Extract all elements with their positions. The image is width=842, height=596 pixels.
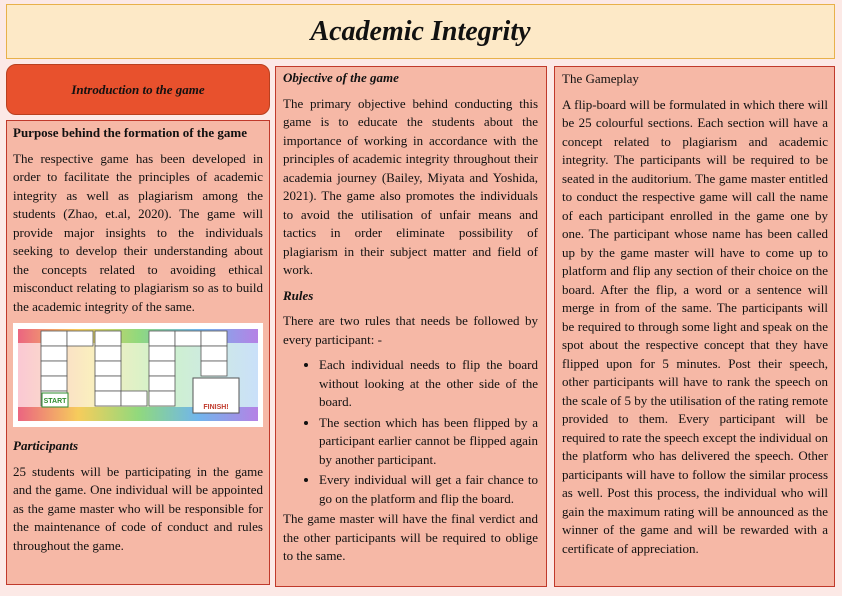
rule-item: • Each individual needs to flip the board without looking at the other side of the board. — [319, 356, 538, 412]
objective-heading: Objective of the game — [283, 70, 399, 85]
rules-heading: Rules — [283, 287, 314, 303]
board-finish-label: FINISH! — [203, 404, 229, 411]
gameplay-text: A flip-board will be formulated in which there will be 25 colourful sections. Each section will have a concept related to plagiarism and academic integrity. The participants will be required to be seated in the auditorium. The game master entitled to conduct the respective game will call the name of each participant enrolled in the game one by one. The participant whose name has been called up by the game master will have to come up to platform and flip any section of their choice on the board. After the flip, a word or a sentence will merge in from of the same. The participants will be required to through some light and speak on the spot about the respective concept that they have flipped upon for 5 minutes. Post their speech, other participants will have to rank the speech on the scale of 5 by the utilisation of the rating remote provided to them. Every participant will be required to rate the speech except the individual on the platform who has delivered the speech. Other participants will have to follow the similar process as well. Post this process, the individual who will gain the maximum rating will be announced as the winner of the game and will be rewarded with a certificate of appreciation. — [562, 96, 828, 556]
board-start-label: START — [43, 398, 67, 405]
game-board-graphic — [13, 323, 263, 427]
purpose-panel — [6, 120, 270, 585]
title-banner — [6, 4, 835, 59]
objective-text: The primary objective behind conducting this game is to educate the students about the importance of working in accordance with the principles of academic integrity throughout their academia journey (Bailey, Miyata and Yoshida, 2021). The game also promotes the individuals to avoid the utilisation of unfair means and tactics in order eliminate possibility of plagiarism in their subject matter and field of work. — [283, 95, 538, 277]
objective-panel — [275, 66, 547, 587]
participants-heading: Participants — [13, 438, 79, 453]
rule-item: • Every individual will get a fair chance to go on the platform and flip the board. — [319, 471, 538, 508]
gameplay-heading: The Gameplay — [562, 71, 639, 86]
intro-label-box — [6, 64, 270, 115]
page-title: Academic Integrity — [310, 15, 531, 47]
purpose-heading: Purpose behind the formation of the game — [13, 125, 247, 140]
game-board-image — [13, 323, 263, 427]
rules-intro: There are two rules that needs be followed by every participant: - — [283, 313, 538, 347]
participants-text: 25 students will be participating in the game and the game. One individual will be appointed as the game master who will be responsible for the maintenance of code of conduct and rules throughout the game. — [13, 463, 263, 553]
rule-item: • The section which has been flipped by a participant earlier cannot be flipped again by another participant. — [319, 414, 538, 470]
rules-list — [283, 356, 538, 508]
closing-text: The game master will have the final verdict and the other participants will be required to oblige to the same. — [283, 511, 538, 563]
gameplay-panel — [554, 66, 835, 587]
intro-label: Introduction to the game — [71, 81, 205, 97]
purpose-text: The respective game has been developed in order to facilitate the principles of academic integrity as well as plagiarism among the students (Zhao, et.al, 2020). The game will provide major insights to the individuals seeking to develop their understanding about the concepts related to avoiding ethical misconduct relating to plagiarism so as to build the academic integrity of the same. — [13, 150, 263, 314]
